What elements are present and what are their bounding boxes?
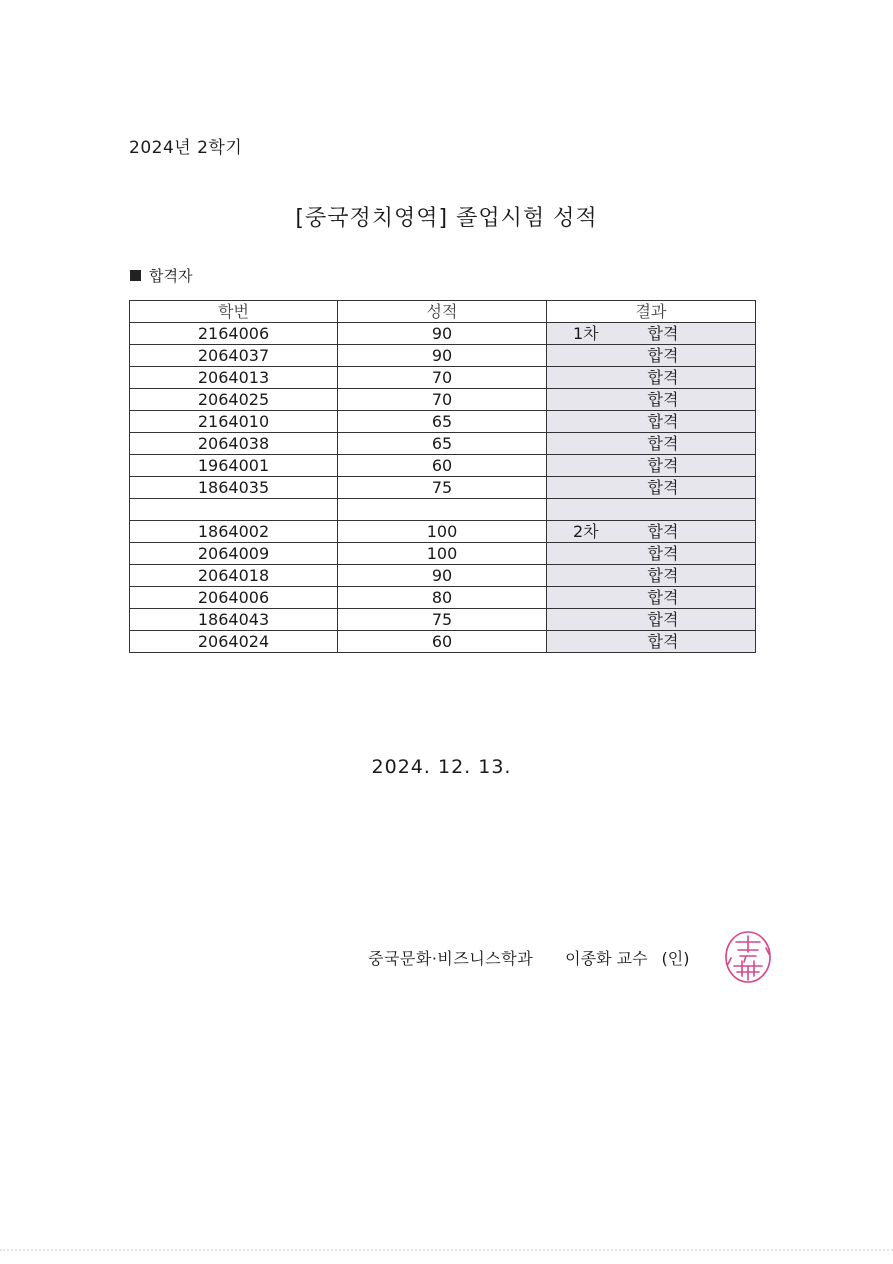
table-row (130, 609, 756, 631)
result-label: 합격 (647, 522, 679, 541)
result-cell (547, 565, 756, 587)
score-cell: 70 (338, 367, 547, 389)
result-label: 합격 (647, 478, 679, 497)
signature-line (368, 946, 689, 969)
result-cell (547, 631, 756, 653)
student-id-cell: 1964001 (130, 455, 338, 477)
table-row (130, 411, 756, 433)
student-id-cell: 2164006 (130, 323, 338, 345)
table-row (130, 477, 756, 499)
table-row (130, 433, 756, 455)
student-id-cell: 2064013 (130, 367, 338, 389)
score-cell: 90 (338, 323, 547, 345)
result-label: 합격 (647, 544, 679, 563)
result-label: 합격 (647, 610, 679, 629)
seal-stamp-icon (722, 928, 774, 986)
student-id-cell: 2064038 (130, 433, 338, 455)
result-label: 합격 (647, 390, 679, 409)
score-cell: 75 (338, 477, 547, 499)
score-cell: 65 (338, 411, 547, 433)
result-cell (547, 587, 756, 609)
result-cell (547, 433, 756, 455)
student-id-cell: 2164010 (130, 411, 338, 433)
result-label: 합격 (647, 632, 679, 651)
professor-name: 이종화 교수 (565, 949, 648, 968)
student-id-cell: 2064025 (130, 389, 338, 411)
result-cell (547, 345, 756, 367)
round-label: 1차 (573, 324, 599, 343)
column-header-result: 결과 (547, 301, 756, 323)
table-row (130, 367, 756, 389)
page-title: [중국정치영역] 졸업시험 성적 (295, 206, 598, 231)
score-cell: 80 (338, 587, 547, 609)
student-id-cell: 2064018 (130, 565, 338, 587)
student-id-cell: 2064037 (130, 345, 338, 367)
result-cell (547, 411, 756, 433)
result-label: 합격 (647, 324, 679, 343)
result-cell (547, 367, 756, 389)
score-cell: 100 (338, 521, 547, 543)
score-cell (338, 499, 547, 521)
table-header-row (130, 301, 756, 323)
result-label: 합격 (647, 412, 679, 431)
department-name: 중국문화·비즈니스학과 (368, 949, 534, 968)
student-id-cell (130, 499, 338, 521)
seal-mark: (인) (661, 949, 690, 968)
page-bottom-divider (0, 1249, 893, 1251)
result-cell (547, 455, 756, 477)
table-row (130, 389, 756, 411)
result-label: 합격 (647, 368, 679, 387)
table-row (130, 455, 756, 477)
result-cell (547, 499, 756, 521)
table-row (130, 631, 756, 653)
score-cell: 60 (338, 455, 547, 477)
result-cell (547, 477, 756, 499)
result-cell (547, 609, 756, 631)
result-cell (547, 323, 756, 345)
result-cell (547, 389, 756, 411)
table-row-empty (130, 499, 756, 521)
student-id-cell: 2064009 (130, 543, 338, 565)
round-label: 2차 (573, 522, 599, 541)
student-id-cell: 2064006 (130, 587, 338, 609)
semester-label: 2024년 2학기 (129, 138, 243, 158)
score-cell: 70 (338, 389, 547, 411)
column-header-student-id: 학번 (130, 301, 338, 323)
result-label: 합격 (647, 456, 679, 475)
section-heading (130, 265, 192, 286)
document-date: 2024. 12. 13. (371, 756, 512, 778)
table-row (130, 345, 756, 367)
result-cell (547, 521, 756, 543)
grades-table (129, 300, 756, 653)
student-id-cell: 1864035 (130, 477, 338, 499)
table-row (130, 587, 756, 609)
result-label: 합격 (647, 434, 679, 453)
score-cell: 65 (338, 433, 547, 455)
result-label: 합격 (647, 346, 679, 365)
result-cell (547, 543, 756, 565)
table-row (130, 521, 756, 543)
table-row (130, 323, 756, 345)
score-cell: 75 (338, 609, 547, 631)
score-cell: 100 (338, 543, 547, 565)
section-title: 합격자 (149, 267, 193, 285)
result-label: 합격 (647, 588, 679, 607)
table-row (130, 565, 756, 587)
score-cell: 90 (338, 565, 547, 587)
score-cell: 90 (338, 345, 547, 367)
student-id-cell: 2064024 (130, 631, 338, 653)
table-row (130, 543, 756, 565)
student-id-cell: 1864043 (130, 609, 338, 631)
column-header-score: 성적 (338, 301, 547, 323)
score-cell: 60 (338, 631, 547, 653)
black-square-icon (130, 270, 141, 281)
student-id-cell: 1864002 (130, 521, 338, 543)
result-label: 합격 (647, 566, 679, 585)
